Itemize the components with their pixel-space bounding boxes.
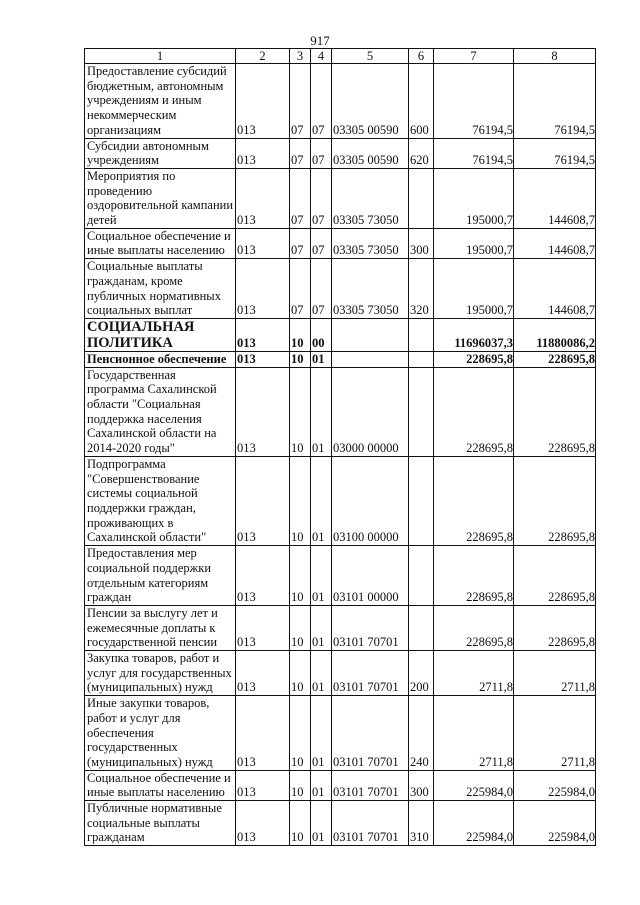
row-target-article-cell: 03101 00000 <box>332 546 409 606</box>
row-name-cell: Предоставление субсидий бюджетным, автономным учреждениям и иным некоммерческим организациям <box>85 64 236 139</box>
column-header-5: 5 <box>332 49 409 64</box>
row-amount-col7-cell: 195000,7 <box>434 228 514 258</box>
row-target-article-cell: 03305 73050 <box>332 228 409 258</box>
row-section-cell: 10 <box>290 456 311 545</box>
row-section-cell: 10 <box>290 770 311 800</box>
row-amount-col7-cell: 76194,5 <box>434 138 514 168</box>
row-subsection-cell: 01 <box>311 351 332 367</box>
row-section-cell: 10 <box>290 696 311 771</box>
row-target-article-cell <box>332 351 409 367</box>
row-expense-type-cell <box>409 351 434 367</box>
row-amount-col8-cell: 76194,5 <box>514 138 596 168</box>
row-ved-cell: 013 <box>236 259 290 319</box>
column-header-3: 3 <box>290 49 311 64</box>
row-section-cell: 07 <box>290 228 311 258</box>
row-name-cell: Социальное обеспечение и иные выплаты населению <box>85 770 236 800</box>
row-expense-type-cell: 300 <box>409 770 434 800</box>
row-ved-cell: 013 <box>236 801 290 846</box>
row-section-cell: 07 <box>290 259 311 319</box>
table-row <box>85 64 596 139</box>
table-row <box>85 651 596 696</box>
row-amount-col7-cell: 76194,5 <box>434 64 514 139</box>
table-row <box>85 318 596 351</box>
row-section-cell: 10 <box>290 801 311 846</box>
row-amount-col8-cell: 228695,8 <box>514 546 596 606</box>
row-ved-cell: 013 <box>236 696 290 771</box>
row-section-cell: 07 <box>290 64 311 139</box>
row-target-article-cell: 03305 00590 <box>332 64 409 139</box>
row-expense-type-cell <box>409 456 434 545</box>
row-expense-type-cell: 620 <box>409 138 434 168</box>
row-subsection-cell: 01 <box>311 367 332 456</box>
row-expense-type-cell: 200 <box>409 651 434 696</box>
column-header-6: 6 <box>409 49 434 64</box>
row-target-article-cell: 03101 70701 <box>332 696 409 771</box>
row-name-cell: СОЦИАЛЬНАЯ ПОЛИТИКА <box>85 318 236 351</box>
row-section-cell: 10 <box>290 351 311 367</box>
row-expense-type-cell: 300 <box>409 228 434 258</box>
column-header-1: 1 <box>85 49 236 64</box>
row-amount-col8-cell: 2711,8 <box>514 696 596 771</box>
row-ved-cell: 013 <box>236 351 290 367</box>
row-expense-type-cell: 310 <box>409 801 434 846</box>
table-row <box>85 605 596 650</box>
row-target-article-cell: 03100 00000 <box>332 456 409 545</box>
row-subsection-cell: 01 <box>311 801 332 846</box>
row-ved-cell: 013 <box>236 605 290 650</box>
row-name-cell: Субсидии автономным учреждениям <box>85 138 236 168</box>
row-amount-col7-cell: 11696037,3 <box>434 318 514 351</box>
table-row <box>85 546 596 606</box>
row-section-cell: 07 <box>290 138 311 168</box>
row-amount-col8-cell: 228695,8 <box>514 605 596 650</box>
row-subsection-cell: 07 <box>311 138 332 168</box>
row-ved-cell: 013 <box>236 367 290 456</box>
row-section-cell: 10 <box>290 546 311 606</box>
row-expense-type-cell <box>409 605 434 650</box>
row-amount-col8-cell: 2711,8 <box>514 651 596 696</box>
row-target-article-cell: 03101 70701 <box>332 605 409 650</box>
budget-table <box>84 48 596 846</box>
row-amount-col8-cell: 76194,5 <box>514 64 596 139</box>
row-expense-type-cell: 600 <box>409 64 434 139</box>
row-name-cell: Закупка товаров, работ и услуг для государственных (муниципальных) нужд <box>85 651 236 696</box>
column-header-8: 8 <box>514 49 596 64</box>
table-row <box>85 259 596 319</box>
row-target-article-cell <box>332 318 409 351</box>
row-ved-cell: 013 <box>236 318 290 351</box>
row-expense-type-cell: 320 <box>409 259 434 319</box>
column-header-7: 7 <box>434 49 514 64</box>
row-subsection-cell: 01 <box>311 651 332 696</box>
column-header-2: 2 <box>236 49 290 64</box>
table-row <box>85 228 596 258</box>
row-amount-col8-cell: 228695,8 <box>514 367 596 456</box>
row-target-article-cell: 03000 00000 <box>332 367 409 456</box>
table-row <box>85 801 596 846</box>
row-ved-cell: 013 <box>236 138 290 168</box>
row-ved-cell: 013 <box>236 546 290 606</box>
row-subsection-cell: 07 <box>311 259 332 319</box>
row-ved-cell: 013 <box>236 770 290 800</box>
row-name-cell: Социальное обеспечение и иные выплаты населению <box>85 228 236 258</box>
row-name-cell: Социальные выплаты гражданам, кроме публичных нормативных социальных выплат <box>85 259 236 319</box>
row-section-cell: 10 <box>290 605 311 650</box>
row-amount-col8-cell: 225984,0 <box>514 801 596 846</box>
row-subsection-cell: 00 <box>311 318 332 351</box>
row-section-cell: 07 <box>290 168 311 228</box>
row-amount-col8-cell: 144608,7 <box>514 259 596 319</box>
row-amount-col7-cell: 2711,8 <box>434 651 514 696</box>
table-body <box>85 64 596 846</box>
row-section-cell: 10 <box>290 651 311 696</box>
row-amount-col7-cell: 228695,8 <box>434 351 514 367</box>
row-subsection-cell: 01 <box>311 770 332 800</box>
row-amount-col7-cell: 225984,0 <box>434 770 514 800</box>
row-name-cell: Мероприятия по проведению оздоровительной кампании детей <box>85 168 236 228</box>
row-amount-col7-cell: 228695,8 <box>434 605 514 650</box>
row-ved-cell: 013 <box>236 456 290 545</box>
row-amount-col7-cell: 2711,8 <box>434 696 514 771</box>
row-target-article-cell: 03101 70701 <box>332 651 409 696</box>
row-section-cell: 10 <box>290 367 311 456</box>
row-expense-type-cell <box>409 168 434 228</box>
row-amount-col7-cell: 228695,8 <box>434 367 514 456</box>
row-target-article-cell: 03305 73050 <box>332 259 409 319</box>
row-amount-col8-cell: 144608,7 <box>514 228 596 258</box>
column-header-4: 4 <box>311 49 332 64</box>
row-amount-col7-cell: 195000,7 <box>434 168 514 228</box>
row-target-article-cell: 03101 70701 <box>332 801 409 846</box>
row-name-cell: Предоставления мер социальной поддержки отдельным категориям граждан <box>85 546 236 606</box>
row-target-article-cell: 03305 73050 <box>332 168 409 228</box>
row-amount-col8-cell: 11880086,2 <box>514 318 596 351</box>
table-row <box>85 138 596 168</box>
row-subsection-cell: 01 <box>311 546 332 606</box>
table-row <box>85 456 596 545</box>
row-name-cell: Пенсии за выслугу лет и ежемесячные доплаты к государственной пенсии <box>85 605 236 650</box>
row-ved-cell: 013 <box>236 168 290 228</box>
row-section-cell: 10 <box>290 318 311 351</box>
row-amount-col8-cell: 144608,7 <box>514 168 596 228</box>
header-row <box>85 49 596 64</box>
row-ved-cell: 013 <box>236 651 290 696</box>
row-amount-col8-cell: 228695,8 <box>514 456 596 545</box>
row-expense-type-cell <box>409 318 434 351</box>
row-expense-type-cell: 240 <box>409 696 434 771</box>
row-name-cell: Публичные нормативные социальные выплаты гражданам <box>85 801 236 846</box>
row-name-cell: Иные закупки товаров, работ и услуг для обеспечения государственных (муниципальных) нужд <box>85 696 236 771</box>
row-name-cell: Пенсионное обеспечение <box>85 351 236 367</box>
row-subsection-cell: 01 <box>311 696 332 771</box>
row-subsection-cell: 07 <box>311 168 332 228</box>
row-subsection-cell: 01 <box>311 456 332 545</box>
table-row <box>85 770 596 800</box>
table-row <box>85 168 596 228</box>
page-number: 917 <box>310 33 330 48</box>
row-target-article-cell: 03101 70701 <box>332 770 409 800</box>
row-target-article-cell: 03305 00590 <box>332 138 409 168</box>
row-expense-type-cell <box>409 546 434 606</box>
row-subsection-cell: 07 <box>311 64 332 139</box>
table-row <box>85 367 596 456</box>
row-name-cell: Подпрограмма "Совершенствование системы социальной поддержки граждан, проживающих в Сахалинской области" <box>85 456 236 545</box>
row-amount-col7-cell: 228695,8 <box>434 546 514 606</box>
row-name-cell: Государственная программа Сахалинской области "Социальная поддержка населения Сахалинской области на 2014-2020 годы" <box>85 367 236 456</box>
row-amount-col7-cell: 225984,0 <box>434 801 514 846</box>
table-row <box>85 696 596 771</box>
row-ved-cell: 013 <box>236 64 290 139</box>
row-ved-cell: 013 <box>236 228 290 258</box>
row-subsection-cell: 01 <box>311 605 332 650</box>
row-amount-col7-cell: 195000,7 <box>434 259 514 319</box>
table-row <box>85 351 596 367</box>
row-amount-col7-cell: 228695,8 <box>434 456 514 545</box>
row-subsection-cell: 07 <box>311 228 332 258</box>
row-amount-col8-cell: 225984,0 <box>514 770 596 800</box>
row-amount-col8-cell: 228695,8 <box>514 351 596 367</box>
row-expense-type-cell <box>409 367 434 456</box>
